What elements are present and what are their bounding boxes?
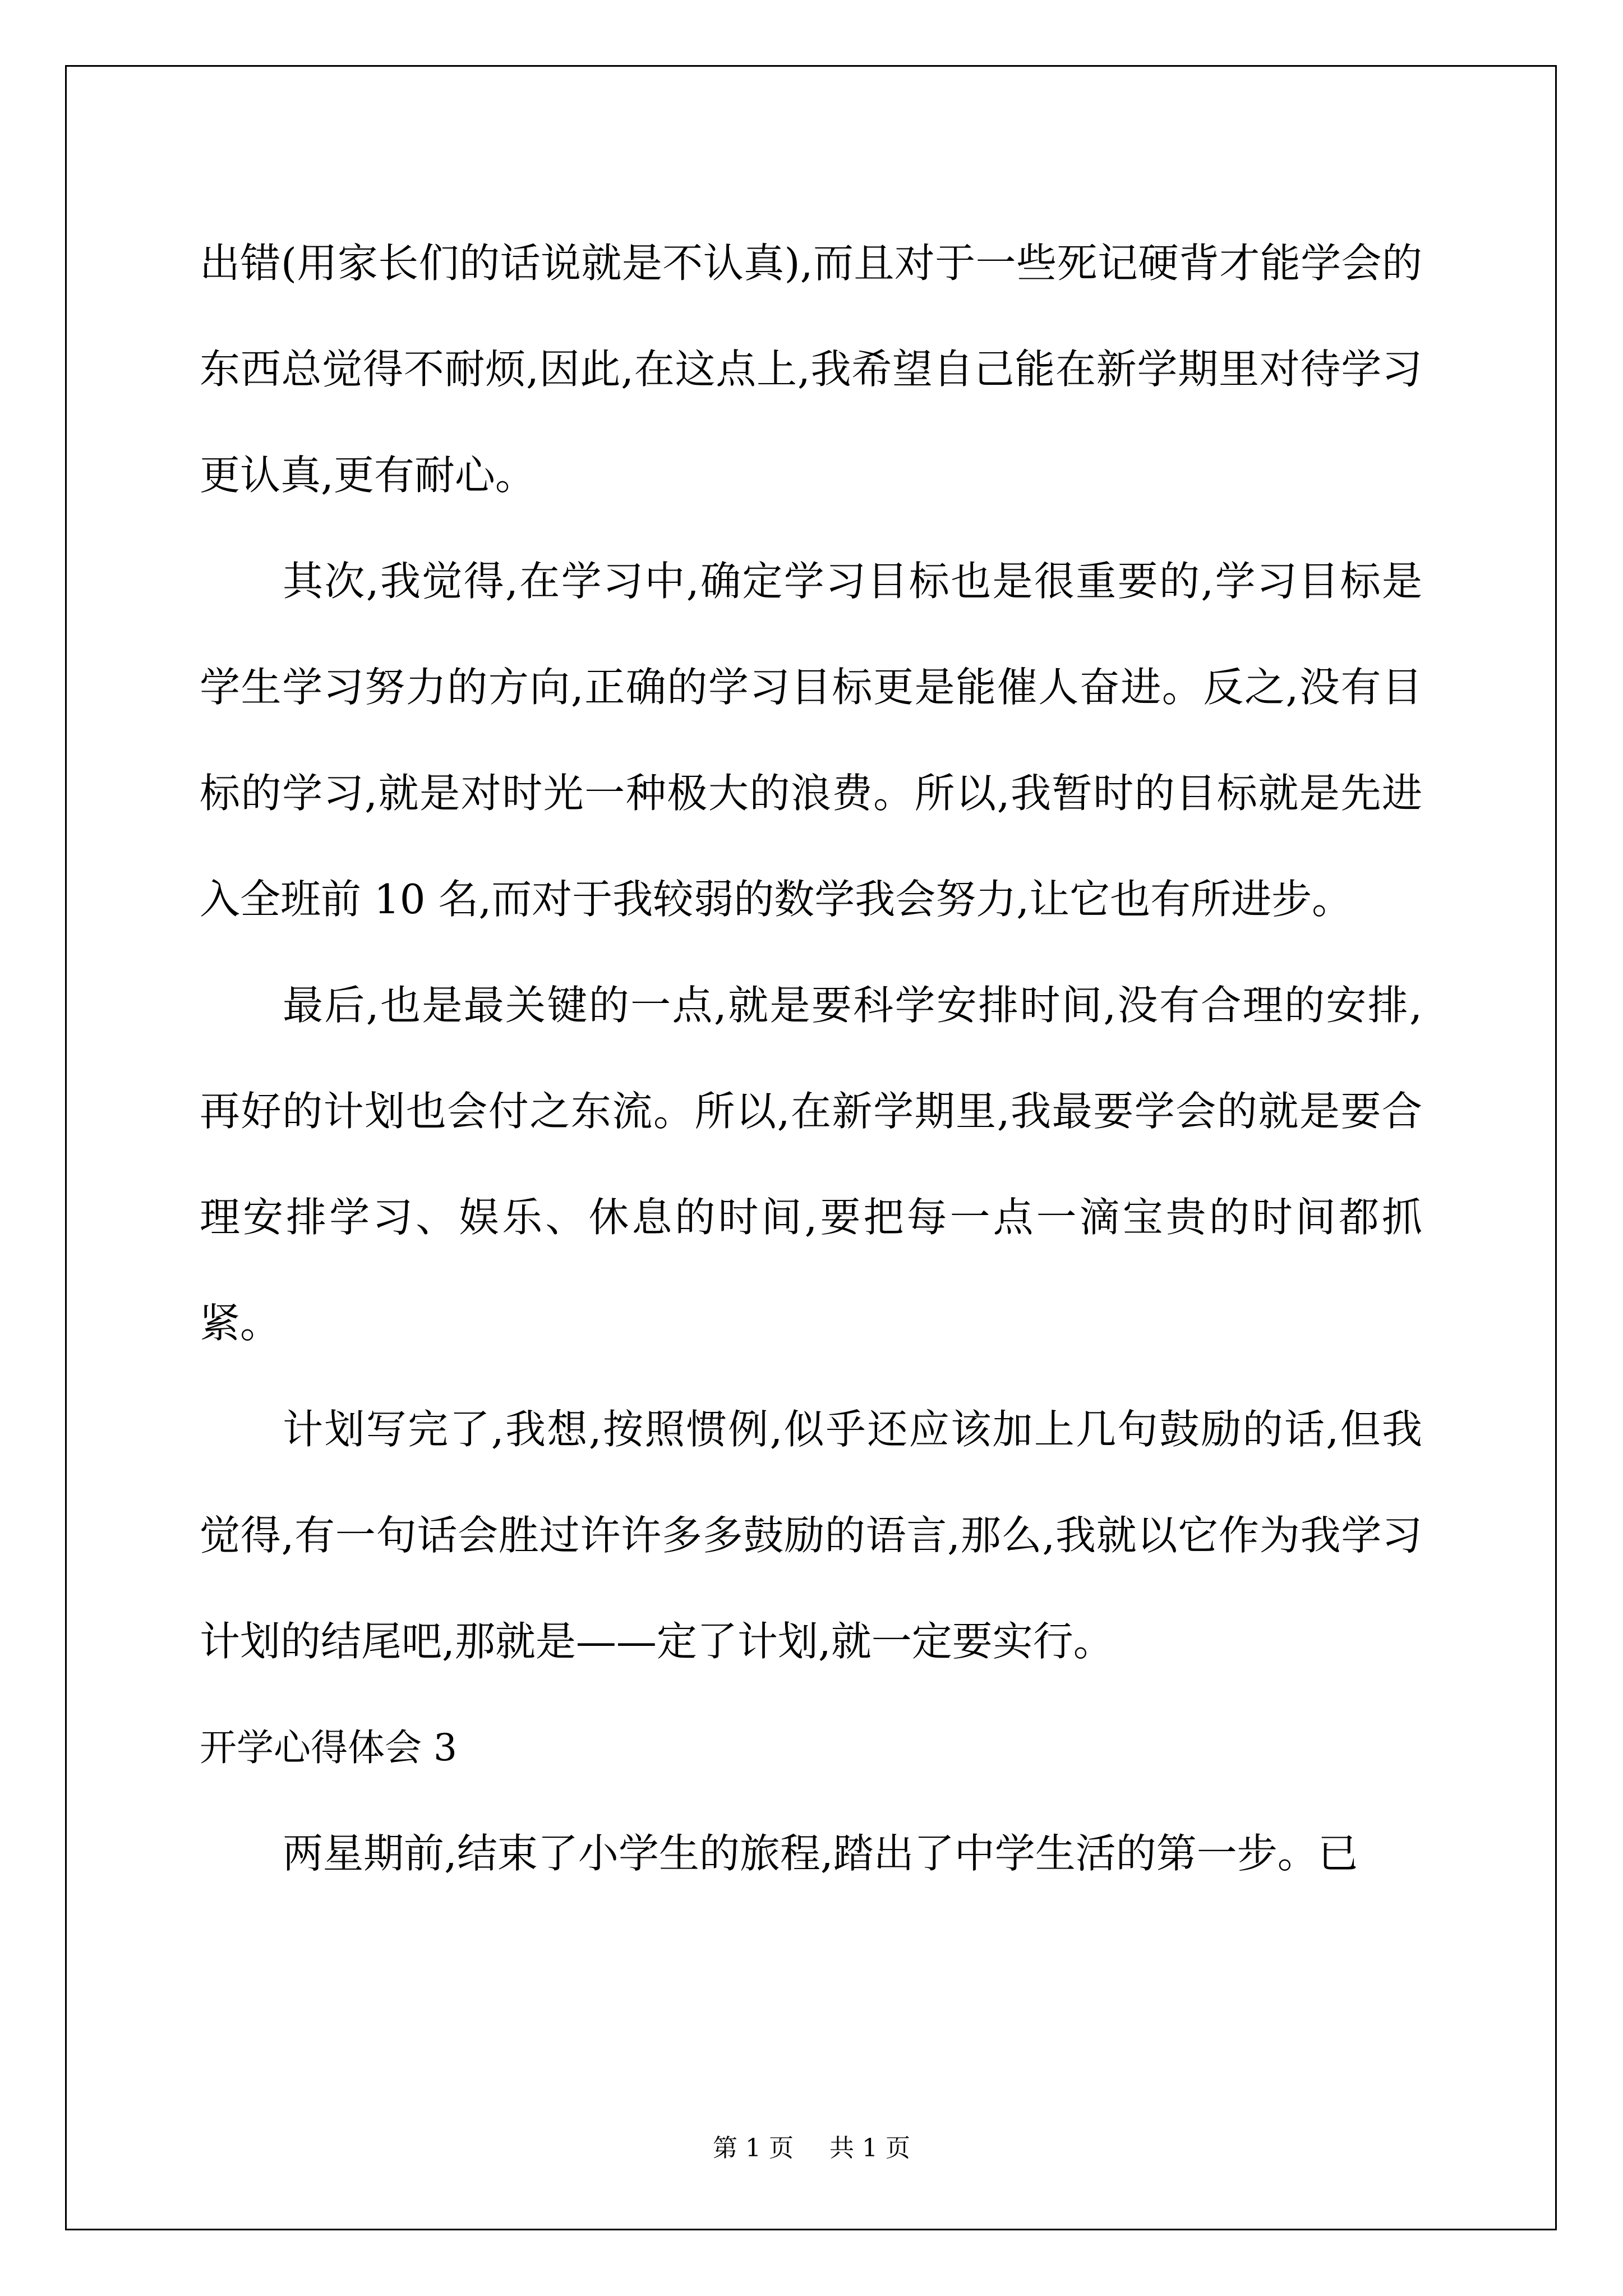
paragraph-1: 出错(用家长们的话说就是不认真),而且对于一些死记硬背才能学会的东西总觉得不耐烦,因此,在这点上,我希望自己能在新学期里对待学习更认真,更有耐心。 bbox=[200, 240, 1422, 499]
paragraph-4: 计划写完了,我想,按照惯例,似乎还应该加上几句鼓励的话,但我觉得,有一句话会胜过许许多多鼓励的语言,那么,我就以它作为我学习计划的结尾吧,那就是——定了计划,就一定要实行。 bbox=[200, 1406, 1422, 1665]
document-body bbox=[200, 210, 1422, 1907]
section-heading: 开学心得体会 3 bbox=[200, 1726, 457, 1769]
paragraph-2: 其次,我觉得,在学习中,确定学习目标也是很重要的,学习目标是学生学习努力的方向,正确的学习目标更是能催人奋进。反之,没有目标的学习,就是对时光一种极大的浪费。所以,我暂时的目标就是先进入全班前 10 名,而对于我较弱的数学我会努力,让它也有所进步。 bbox=[200, 558, 1422, 923]
paragraph-5: 两星期前,结束了小学生的旅程,踏出了中学生活的第一步。已 bbox=[283, 1830, 1358, 1877]
paragraph-3: 最后,也是最关键的一点,就是要科学安排时间,没有合理的安排,再好的计划也会付之东流。所以,在新学期里,我最要学会的就是要合理安排学习、娱乐、休息的时间,要把每一点一滴宝贵的时间都抓紧。 bbox=[200, 982, 1422, 1347]
page-footer bbox=[0, 2132, 1623, 2165]
page-number: 第 1 页 bbox=[713, 2134, 794, 2162]
page-total: 共 1 页 bbox=[829, 2134, 910, 2162]
